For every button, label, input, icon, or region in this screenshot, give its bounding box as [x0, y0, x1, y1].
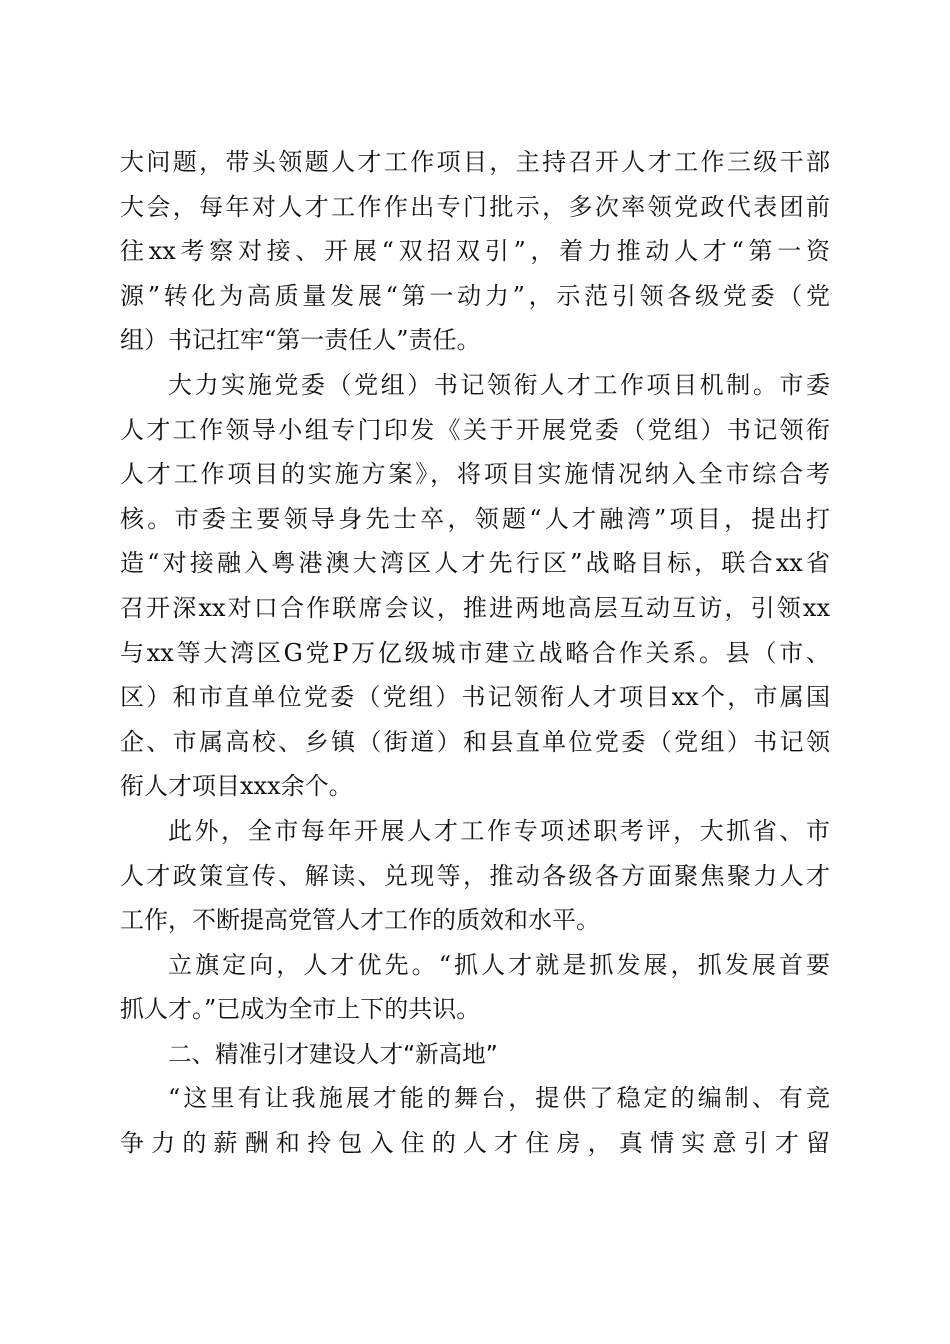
text-line: 争力的薪酬和拎包入住的人才住房，真情实意引才留: [120, 1129, 830, 1158]
section-heading: 二、精准引才建设人才“新高地”: [168, 1039, 498, 1068]
text-line: 召开深xx对口合作联席会议，推进两地高层互动互访，引领xx: [120, 593, 830, 622]
text-line: 与xx等大湾区G党P万亿级城市建立战略合作关系。县（市、: [120, 638, 830, 667]
text-line: 组）书记扛牢“第一责任人”责任。: [120, 326, 481, 355]
text-line: 往xx考察对接、开展“双招双引”，着力推动人才“第一资: [120, 237, 830, 266]
text-line: 人才工作项目的实施方案》，将项目实施情况纳入全市综合考: [120, 460, 830, 489]
text-line: 企、市属高校、乡镇（街道）和县直单位党委（党组）书记领: [120, 727, 830, 756]
text-line: 大问题，带头领题人才工作项目，主持召开人才工作三级干部: [120, 148, 830, 176]
text-line: 大会，每年对人才工作作出专门批示，多次率领党政代表团前: [120, 192, 830, 221]
paragraph-start-line: 立旗定向，人才优先。“抓人才就是抓发展，抓发展首要: [168, 950, 830, 979]
text-line: 区）和市直单位党委（党组）书记领衔人才项目xx个，市属国: [120, 683, 830, 712]
text-line: 人才政策宣传、解读、兑现等，推动各级各方面聚焦聚力人才: [120, 861, 830, 890]
paragraph-start-line: “这里有让我施展才能的舞台，提供了稳定的编制、有竞: [168, 1084, 830, 1113]
text-line: 造“对接融入粤港澳大湾区人才先行区”战略目标，联合xx省: [120, 549, 830, 578]
document-body: [120, 140, 830, 1166]
text-line: 核。市委主要领导身先士卒，领题“人才融湾”项目，提出打: [120, 504, 830, 533]
text-line: 工作，不断提高党管人才工作的质效和水平。: [120, 906, 600, 935]
text-line: 人才工作领导小组专门印发《关于开展党委（党组）书记领衔: [120, 415, 830, 444]
text-line: 衔人才项目xxx余个。: [120, 772, 353, 801]
text-line: 抓人才。”已成为全市上下的共识。: [120, 995, 481, 1024]
paragraph-start-line: 大力实施党委（党组）书记领衔人才工作项目机制。市委: [168, 370, 830, 399]
text-line: 源”转化为高质量发展“第一动力”，示范引领各级党委（党: [120, 281, 830, 310]
paragraph-start-line: 此外，全市每年开展人才工作专项述职考评，大抓省、市: [168, 816, 830, 845]
